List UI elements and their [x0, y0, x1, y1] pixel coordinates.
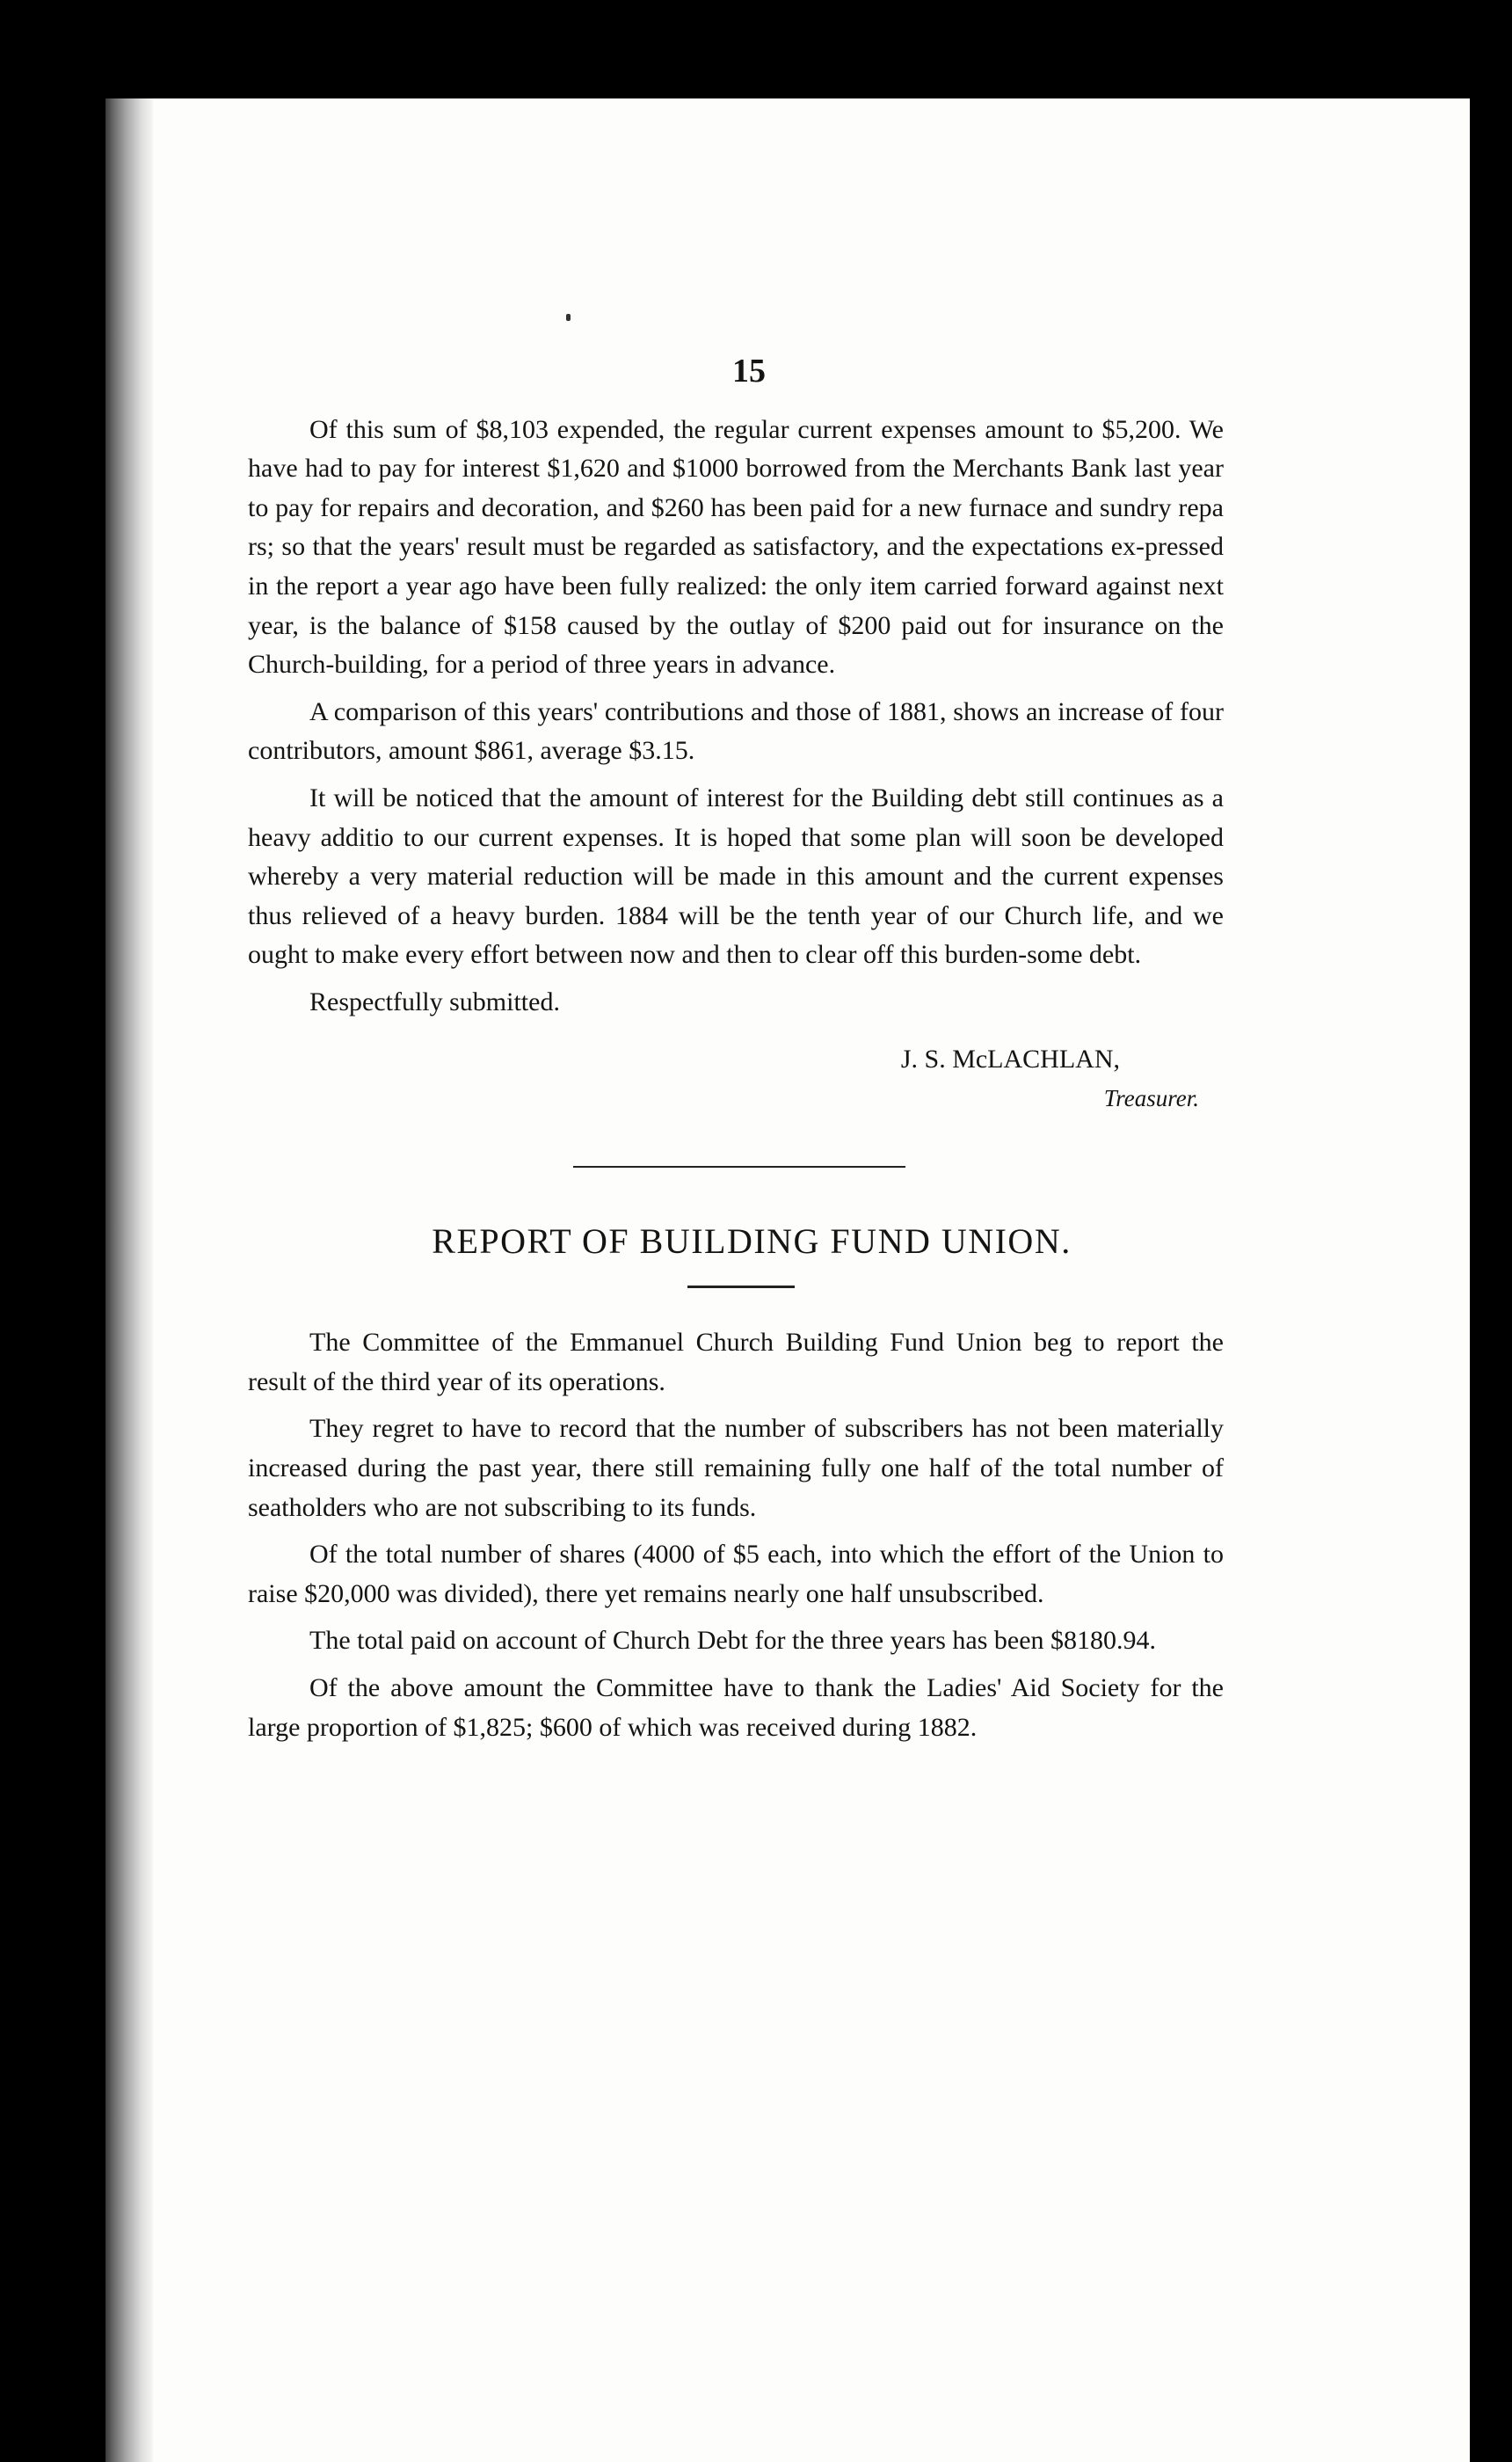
ink-speck: [566, 314, 571, 321]
treasurer-closing: Respectfully submitted.: [309, 987, 560, 1016]
treasurer-paragraph-1: Of this sum of $8,103 expended, the regular current expenses amount to $5,200. We have had to pay for interest $1,620 and $1000 borrowed from the Merchants Bank last year to pay for repairs and decoration, and $260 has been paid for a new furnace and sundry repa rs; so that the years' result must be regarded as satisfactory, and the expectations ex-pressed in the report a year ago have been fully realized: the only item carried forward against next year, is the balance of $158 caused by the outlay of $200 paid out for insurance on the Church-building, for a period of three years in advance.: [248, 414, 1224, 680]
section-title: REPORT OF BUILDING FUND UNION.: [432, 1220, 1072, 1261]
treasurer-paragraph-3: It will be noticed that the amount of interest for the Building debt still continues as a heavy additio to our current expenses. It is hoped that some plan will soon be developed whereby a very material reduction will be made in this amount and the current expenses thus relieved of a heavy burden. 1884 will be the tenth year of our Church life, and we ought to make every effort between now and then to clear off this burden-some debt.: [248, 783, 1224, 970]
fund-paragraph-3: Of the total number of shares (4000 of $5 each, into which the effort of the Union to raise $20,000 was divided), there yet remains nearly one half unsubscribed.: [248, 1540, 1224, 1608]
fund-paragraph-4: The total paid on account of Church Debt for the three years has been $8180.94.: [309, 1626, 1157, 1656]
fund-paragraph-2: They regret to have to record that the number of subscribers has not been materially increased during the past year, there still remaining fully one half of the total number of seatholders who are not subscribing to its funds.: [248, 1414, 1224, 1522]
fund-paragraph-5: Of the above amount the Committee have to thank the Ladies' Aid Society for the large proportion of $1,825; $600 of which was received during 1882.: [248, 1673, 1224, 1742]
section-divider: [573, 1166, 905, 1168]
page-number: 15: [732, 353, 766, 390]
signature-title: Treasurer.: [1103, 1085, 1199, 1112]
fund-paragraph-1: The Committee of the Emmanuel Church Building Fund Union beg to report the result of the third year of its operations.: [248, 1328, 1224, 1396]
book-spine-shadow: [105, 98, 153, 2462]
treasurer-paragraph-2: A comparison of this years' contributions and those of 1881, shows an increase of four contributors, amount $861, average $3.15.: [248, 696, 1224, 766]
title-underline: [687, 1286, 795, 1288]
page-content: [248, 352, 1224, 1755]
signature-name: J. S. McLACHLAN,: [900, 1044, 1120, 1074]
